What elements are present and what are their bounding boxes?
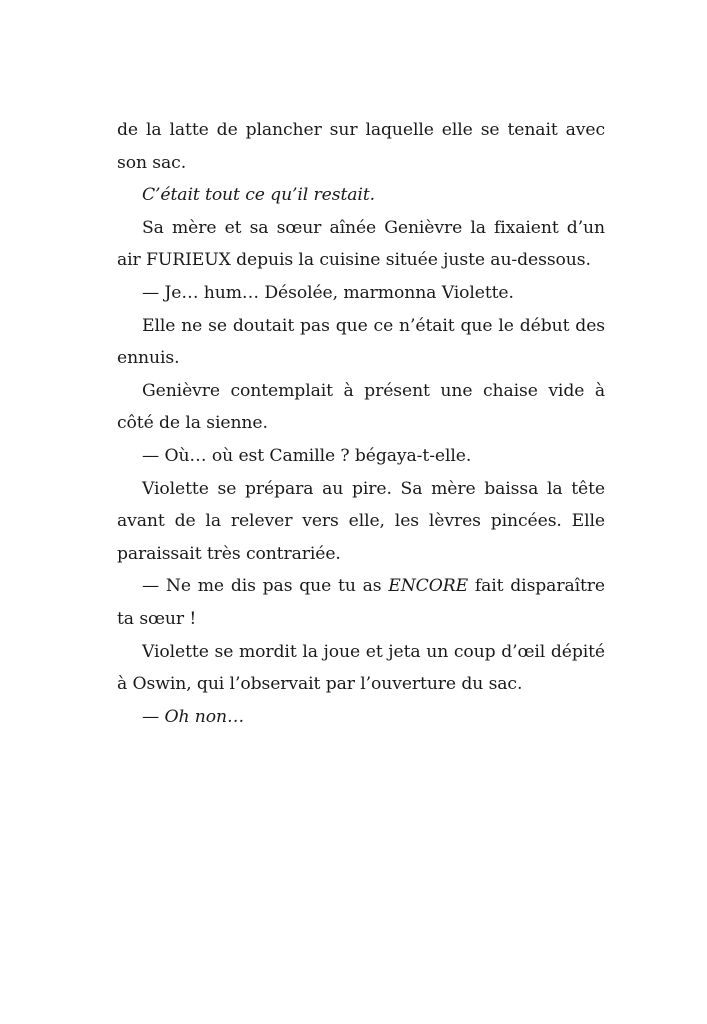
paragraph-10-text: Violette se mordit la joue et jeta un coup d’œil dépité à Oswin, qui l’observait par l’ouverture du sac. — [117, 641, 605, 695]
paragraph-1 — [117, 114, 605, 179]
paragraph-2 — [117, 179, 605, 212]
body-text — [117, 114, 605, 733]
paragraph-9-text-b: ENCORE — [388, 576, 469, 597]
paragraph-9 — [117, 570, 605, 635]
paragraph-11 — [117, 701, 605, 734]
paragraph-1-text: de la latte de plancher sur laquelle elle se tenait avec son sac. — [117, 120, 605, 173]
paragraph-6-text: Genièvre contemplait à présent une chaise vide à côté de la sienne. — [117, 380, 605, 434]
paragraph-5 — [117, 310, 605, 375]
paragraph-4 — [117, 277, 605, 310]
paragraph-8-text: Violette se prépara au pire. Sa mère baissa la tête avant de la relever vers elle, les lèvres pincées. Elle paraissait très contrariée. — [117, 478, 605, 564]
paragraph-2-text: C’était tout ce qu’il restait. — [142, 185, 375, 206]
paragraph-9-text-a: — Ne me dis pas que tu as — [142, 576, 389, 597]
paragraph-11-text-b: Oh non… — [164, 706, 245, 727]
paragraph-7-text: — Où… où est Camille ? bégaya-t-elle. — [142, 445, 472, 466]
paragraph-10 — [117, 636, 605, 701]
paragraph-5-text: Elle ne se doutait pas que ce n’était que le début des ennuis. — [117, 315, 605, 369]
paragraph-11-text-a: — — [142, 706, 165, 727]
paragraph-4-text: — Je… hum… Désolée, marmonna Violette. — [142, 282, 514, 303]
paragraph-8 — [117, 473, 605, 571]
paragraph-9-text-c: fait disparaître ta sœur ! — [117, 576, 605, 629]
paragraph-3 — [117, 212, 605, 277]
paragraph-3-text: Sa mère et sa sœur aînée Genièvre la fixaient d’un air FURIEUX depuis la cuisine située juste au-dessous. — [117, 217, 605, 271]
paragraph-6 — [117, 375, 605, 440]
paragraph-7 — [117, 440, 605, 473]
